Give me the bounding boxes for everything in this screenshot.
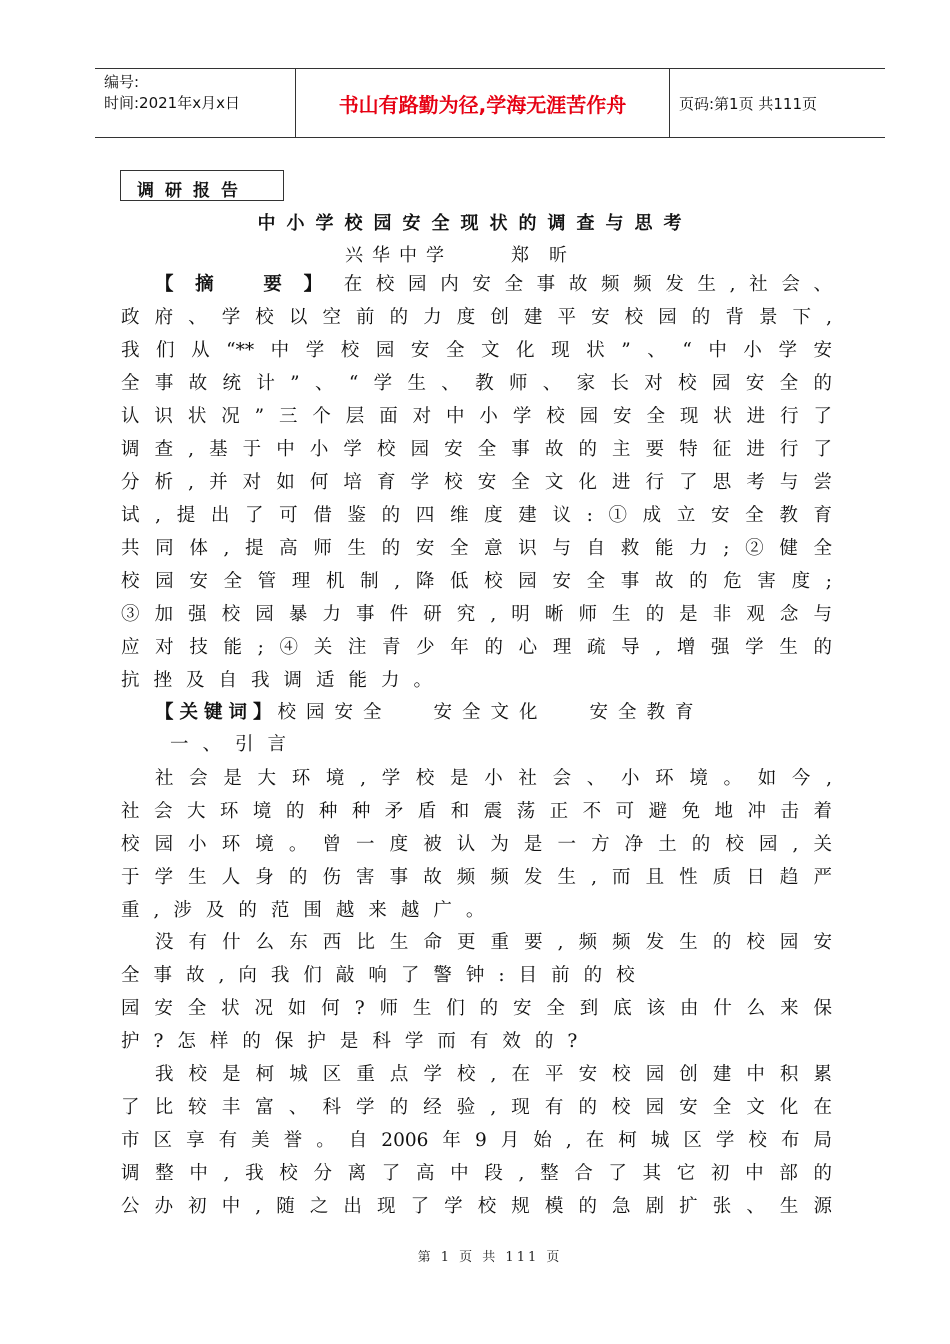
abstract-line: 我们从“**中学校园安全文化现状”、“中小学安 (121, 340, 832, 361)
abstract-line: 应对技能;④关注青少年的心理疏导,增强学生的 (121, 637, 832, 658)
paragraph-line: 重,涉及的范围越来越广。 (121, 900, 499, 921)
abstract-line: 校园安全管理机制,降低校园安全事故的危害度; (121, 571, 832, 592)
abstract-line: 调查,基于中小学校园安全事故的主要特征进行了 (121, 439, 832, 460)
paragraph-line: 调整中,我校分离了高中段,整合了其它初中部的 (121, 1163, 832, 1184)
category-box (120, 170, 284, 201)
keywords-line (155, 699, 832, 727)
author-school: 兴华中学 (345, 245, 453, 266)
abstract-first-line (155, 271, 832, 299)
abstract-line: 共同体,提高师生的安全意识与自救能力;②健全 (121, 538, 832, 559)
paragraph-line: 于学生人身的伤害事故频频发生,而且性质日趋严 (121, 867, 832, 888)
abstract-line: 分析,并对如何培育学校安全文化进行了思考与尝 (121, 472, 832, 493)
header-meta (104, 72, 296, 114)
paragraph-line: 公办初中,随之出现了学校规模的急剧扩张、生源 (121, 1196, 832, 1217)
document-header (95, 68, 885, 138)
abstract-line: 抗挫及自我调适能力。 (121, 670, 447, 691)
paragraph-line: 社会大环境的种种矛盾和震荡正不可避免地冲击着 (121, 801, 832, 822)
document-title: 中小学校园安全现状的调查与思考 (257, 213, 693, 234)
header-motto: 书山有路勤为径,学海无涯苦作舟 (338, 92, 627, 117)
paragraph-line: 社会是大环境,学校是小社会、小环境。如今, (155, 768, 832, 789)
paragraph-line: 护?怎样的保护是科学而有效的? (121, 1031, 592, 1052)
keyword-item: 安全教育 (589, 702, 704, 723)
abstract-text: 在校园内安全事故频频发生,社会、 (343, 274, 832, 295)
abstract-line: 认识状况”三个层面对中小学校园安全现状进行了 (121, 406, 832, 427)
abstract-line: 试,提出了可借鉴的四维度建议:①成立安全教育 (121, 505, 832, 526)
doc-number-label: 编号: (104, 73, 140, 91)
header-page-info: 页码:第1页 共111页 (679, 94, 817, 113)
page-footer: 第 1 页 共 111 页 (417, 1250, 563, 1265)
keywords-label: 【关键词】 (155, 702, 278, 723)
paragraph-line: 园安全状况如何?师生们的安全到底该由什么来保 (121, 998, 832, 1019)
paragraph-line: 全事故,向我们敲响了警钟:目前的校 (121, 965, 649, 986)
abstract-line: 全事故统计”、“学生、教师、家长对校园安全的 (121, 373, 832, 394)
paragraph-line: 没有什么东西比生命更重要,频频发生的校园安 (155, 932, 832, 953)
keyword-item: 安全文化 (433, 702, 548, 723)
paragraph-line: 了比较丰富、科学的经验,现有的校园安全文化在 (121, 1097, 832, 1118)
author-name: 郑昕 (511, 245, 587, 266)
paragraph-line: 市区享有美誉。自2006年9月始,在柯城区学校布局 (121, 1130, 832, 1151)
paragraph-line: 校园小环境。曾一度被认为是一方净土的校园,关 (121, 834, 832, 855)
section-heading: 一、引言 (170, 734, 301, 755)
doc-time-label: 时间:2021年x月x日 (104, 94, 240, 112)
keyword-item: 校园安全 (277, 702, 392, 723)
abstract-line: 政府、学校以空前的力度创建平安校园的背景下, (121, 307, 832, 328)
paragraph-line: 我校是柯城区重点学校,在平安校园创建中积累 (155, 1064, 832, 1085)
author-line (345, 241, 587, 267)
abstract-line: ③加强校园暴力事件研究,明晰师生的是非观念与 (121, 604, 832, 625)
category-label: 调研报告 (137, 181, 249, 201)
abstract-label: 【摘 要】 (155, 274, 344, 295)
header-divider (669, 69, 670, 137)
